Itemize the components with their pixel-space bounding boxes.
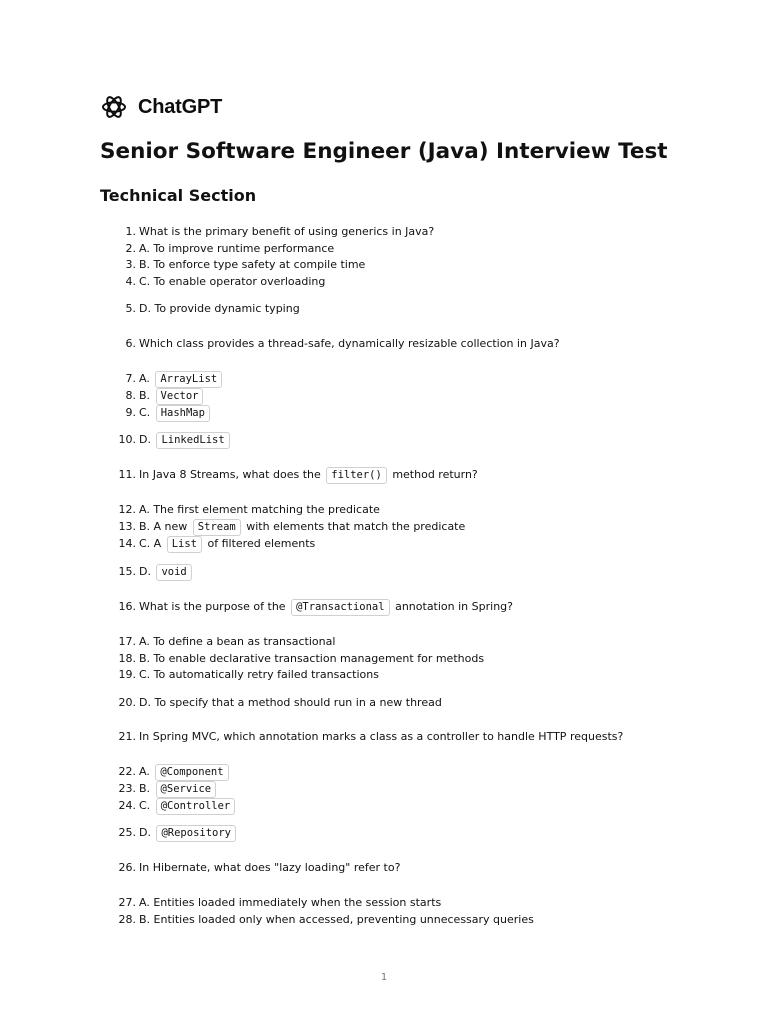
inline-code: @Component [155, 764, 228, 781]
list-item [0, 240, 768, 257]
list-item-number: 22. [118, 765, 136, 778]
text-fragment: method return? [388, 468, 478, 481]
list-item [0, 223, 768, 240]
list-item [0, 911, 768, 928]
list-item-text [139, 633, 335, 650]
list-item [0, 370, 768, 387]
list-item-text [139, 501, 380, 518]
text-fragment: In Hibernate, what does "lazy loading" refer to? [139, 861, 401, 874]
text-fragment: What is the primary benefit of using generics in Java? [139, 225, 435, 238]
list-item [0, 387, 768, 404]
text-fragment: A. The first element matching the predicate [139, 503, 380, 516]
list-item-number: 11. [118, 468, 136, 481]
list-item-text [139, 763, 231, 781]
list-item-number: 27. [118, 896, 136, 909]
list-item-number: 17. [118, 635, 136, 648]
list-item-text [139, 598, 513, 616]
list-item-text [139, 824, 238, 842]
brand-name: ChatGPT [138, 95, 223, 118]
list-item-number: 6. [125, 337, 136, 350]
text-fragment: D. To provide dynamic typing [139, 302, 300, 315]
list-item-number: 2. [125, 242, 136, 255]
text-fragment: D. [139, 826, 155, 839]
list-item-number: 13. [118, 520, 136, 533]
inline-code: ArrayList [155, 371, 222, 388]
list-item-text [139, 694, 442, 711]
list-item-number: 10. [118, 433, 136, 446]
list-item-number: 8. [125, 389, 136, 402]
text-fragment: B. A new [139, 520, 191, 533]
text-fragment: In Java 8 Streams, what does the [139, 468, 325, 481]
list-item-number: 15. [118, 565, 136, 578]
list-item-text [139, 797, 237, 815]
list-item-text [139, 223, 434, 240]
list-item [0, 694, 768, 711]
text-fragment: In Spring MVC, which annotation marks a class as a controller to handle HTTP requests? [139, 730, 624, 743]
text-fragment: C. To automatically retry failed transactions [139, 668, 379, 681]
list-item-number: 26. [118, 861, 136, 874]
text-fragment: B. To enforce type safety at compile time [139, 258, 366, 271]
text-fragment: B. Entities loaded only when accessed, preventing unnecessary queries [139, 913, 534, 926]
list-item-text [139, 728, 623, 745]
text-fragment: What is the purpose of the [139, 600, 290, 613]
list-item [0, 728, 768, 745]
list-item [0, 466, 768, 483]
list-item-number: 20. [118, 696, 136, 709]
inline-code: LinkedList [156, 432, 229, 449]
list-item [0, 335, 768, 352]
text-fragment: annotation in Spring? [391, 600, 513, 613]
text-fragment: A. [139, 765, 154, 778]
list-item [0, 650, 768, 667]
inline-code: filter() [326, 467, 387, 484]
list-item [0, 633, 768, 650]
list-item-number: 5. [125, 302, 136, 315]
list-item [0, 404, 768, 421]
text-fragment: D. To specify that a method should run in a new thread [139, 696, 442, 709]
list-item-text [139, 535, 315, 553]
list-item [0, 894, 768, 911]
list-item-text [139, 518, 465, 536]
list-item-number: 12. [118, 503, 136, 516]
text-fragment: B. [139, 389, 154, 402]
inline-code: @Repository [156, 825, 236, 842]
inline-code: Vector [156, 388, 204, 405]
list-item [0, 763, 768, 780]
list-item-number: 24. [118, 799, 136, 812]
list-item-number: 1. [125, 225, 136, 238]
page-number: 1 [380, 972, 388, 983]
text-fragment: Which class provides a thread-safe, dynamically resizable collection in Java? [139, 337, 560, 350]
text-fragment: A. To improve runtime performance [139, 242, 335, 255]
list-item-text [139, 335, 560, 352]
list-item-number: 9. [125, 406, 136, 419]
inline-code: @Transactional [291, 599, 390, 616]
list-item-number: 16. [118, 600, 136, 613]
inline-code: HashMap [156, 405, 210, 422]
inline-code: Stream [193, 519, 241, 536]
list-item-text [139, 240, 334, 257]
list-item-number: 14. [118, 537, 136, 550]
openai-logo-icon [100, 93, 128, 121]
text-fragment: C. To enable operator overloading [139, 275, 326, 288]
list-item-text [139, 387, 205, 405]
list-item-number: 19. [118, 668, 136, 681]
list-item [0, 563, 768, 580]
list-item-text [139, 404, 212, 422]
list-item-text [139, 466, 478, 484]
list-item [0, 535, 768, 552]
text-fragment: D. [139, 565, 155, 578]
list-item-text [139, 780, 218, 798]
text-fragment: D. [139, 433, 155, 446]
text-fragment: A. Entities loaded immediately when the session starts [139, 896, 442, 909]
inline-code: void [156, 564, 191, 581]
text-fragment: with elements that match the predicate [242, 520, 466, 533]
text-fragment: A. [139, 372, 154, 385]
list-item-text [139, 431, 232, 449]
text-fragment: of filtered elements [204, 537, 316, 550]
list-item-text [139, 563, 194, 581]
list-item-text [139, 370, 224, 388]
text-fragment: B. [139, 782, 154, 795]
list-item-text [139, 300, 300, 317]
list-item-number: 18. [118, 652, 136, 665]
list-item-text [139, 859, 400, 876]
list-item [0, 598, 768, 615]
list-item-number: 28. [118, 913, 136, 926]
list-item-number: 25. [118, 826, 136, 839]
text-fragment: A. To define a bean as transactional [139, 635, 336, 648]
list-item [0, 780, 768, 797]
section-heading: Technical Section [100, 186, 257, 205]
list-item-number: 4. [125, 275, 136, 288]
document-title: Senior Software Engineer (Java) Interview Test [100, 139, 668, 164]
list-item [0, 797, 768, 814]
text-fragment: C. [139, 406, 154, 419]
text-fragment: C. [139, 799, 154, 812]
list-item-number: 21. [118, 730, 136, 743]
inline-code: List [167, 536, 202, 553]
text-fragment: B. To enable declarative transaction management for methods [139, 652, 485, 665]
brand-logo [100, 92, 222, 122]
inline-code: @Controller [156, 798, 236, 815]
list-item [0, 518, 768, 535]
text-fragment: C. A [139, 537, 165, 550]
list-item [0, 273, 768, 290]
list-item-text [139, 273, 325, 290]
inline-code: @Service [156, 781, 217, 798]
list-item-text [139, 911, 534, 928]
list-item-text [139, 666, 379, 683]
list-item-text [139, 894, 441, 911]
list-item-number: 23. [118, 782, 136, 795]
list-item [0, 300, 768, 317]
list-item-text [139, 650, 484, 667]
list-item [0, 501, 768, 518]
list-item [0, 431, 768, 448]
list-item-text [139, 256, 365, 273]
list-item [0, 824, 768, 841]
list-item [0, 666, 768, 683]
list-item-number: 3. [125, 258, 136, 271]
list-item [0, 859, 768, 876]
list-item [0, 256, 768, 273]
list-item-number: 7. [125, 372, 136, 385]
